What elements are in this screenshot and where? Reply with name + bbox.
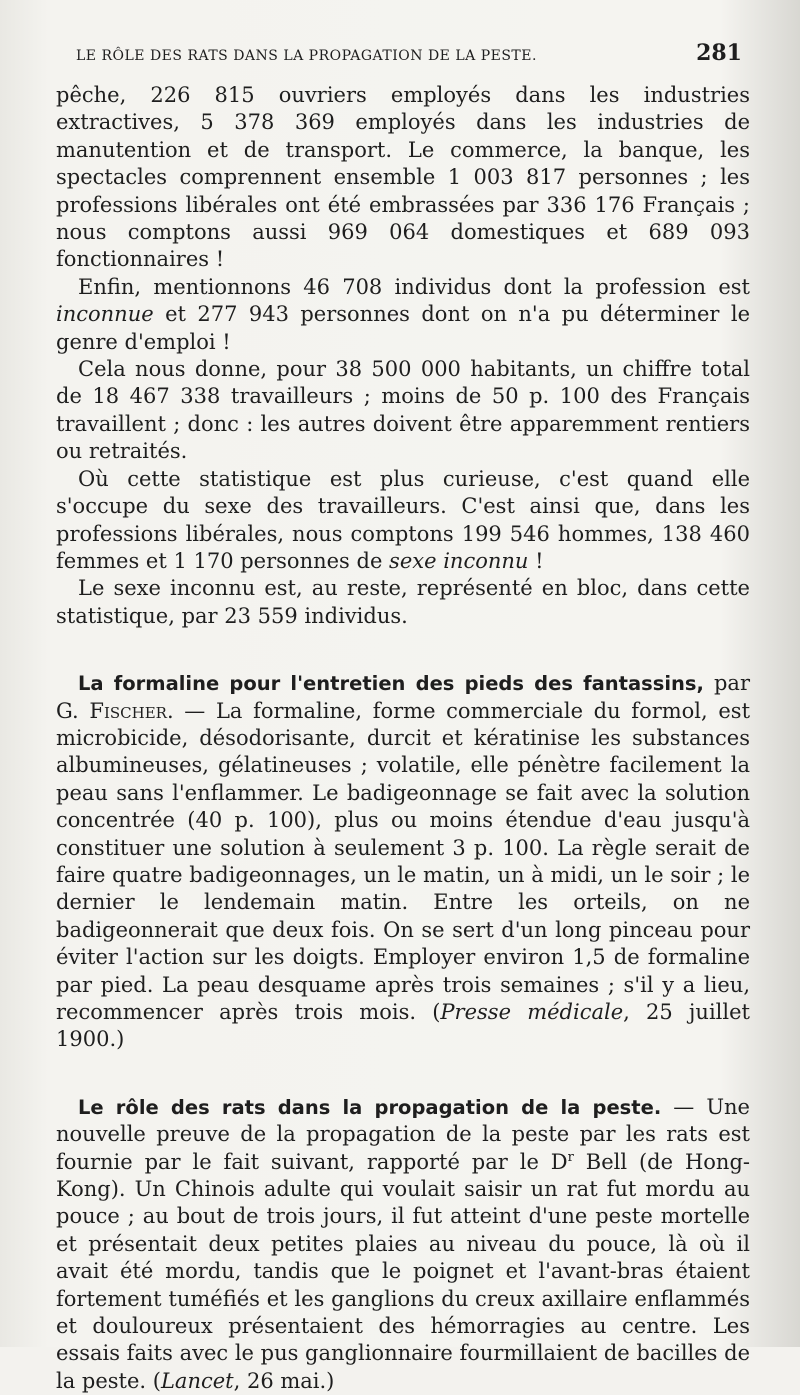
paragraph: Le sexe inconnu est, au reste, représenté en bloc, dans cette statistique, par 23 559 individus.	[56, 576, 750, 628]
text-run: !	[528, 548, 544, 573]
italic-term: inconnue	[56, 302, 154, 327]
paragraph: pêche, 226 815 ouvriers employés dans les industries extractives, 5 378 369 employés dans les industries de manutention et de transport. Le commerce, la banque, les spectacles comprennent ensemble 1 003 817 personnes ; les professions libérales ont été embrassées par 336 176 Français ; nous comptons aussi 969 064 domestiques et 689 093 fonctionnaires !	[56, 83, 750, 272]
article-heading: La formaline pour l'entretien des pieds des fantassins,	[78, 672, 704, 696]
article-rats	[56, 1094, 750, 1395]
text-run: Bell (de Hong-Kong). Un Chinois adulte qui voulait saisir un rat fut mordu au pouce ; au bout de trois jours, il fut atteint d'une peste mortelle et présentait deux petites plaies au niveau du pouce, là où il avait été mordu, tandis que le poignet et l'avant-bras étaient fortement tuméfiés et les ganglions du creux axillaire enflammés et douloureux présentaient des hémorragies au centre. Les essais faits avec le pus ganglionnaire fourmillaient de bacilles de la peste. (	[56, 1149, 751, 1393]
text-run: et 277 943 personnes dont on n'a pu déterminer le genre d'emploi !	[56, 302, 750, 354]
text-run: . — La formaline, forme commerciale du formol, est microbicide, désodorisante, durcit et kératinise les substances albumineuses, gélatineuses ; volatile, elle pénètre facilement la peau sans l'enflammer. Le badigeonnage se fait avec la solution concentrée (40 p. 100), plus ou moins étendue d'eau jusqu'à constituer une solution à seulement 3 p. 100. La règle serait de faire quatre badigeonnages, un le matin, un à midi, un le soir ; le dernier le lendemain matin. Entre les orteils, on ne badigeonnerait que deux fois. On se sert d'un long pinceau pour éviter l'action sur les doigts. Employer environ 1,5 de formaline par pied. La peau desquame après trois semaines ; s'il y a lieu, recommencer après trois mois. (	[56, 698, 751, 1024]
superscript: r	[567, 1149, 574, 1165]
text-run: Enfin, mentionnons 46 708 individus dont la profession est	[78, 274, 750, 299]
article-heading: Le rôle des rats dans la propagation de la peste.	[78, 1095, 662, 1119]
italic-term: sexe inconnu	[389, 548, 529, 573]
running-title: LE RÔLE DES RATS DANS LA PROPAGATION DE LA PESTE.	[76, 48, 537, 64]
citation-source: Lancet	[160, 1368, 234, 1393]
running-header	[76, 40, 742, 80]
paragraph: Cela nous donne, pour 38 500 000 habitants, un chiffre total de 18 467 338 travailleurs ; moins de 50 p. 100 des Français travaillent ; donc : les autres doivent être apparemment rentiers ou retraités.	[56, 357, 750, 464]
text-run: par	[703, 671, 750, 696]
page-body	[56, 82, 750, 1395]
text-run: , 26 mai.)	[233, 1368, 335, 1393]
paragraph	[56, 466, 750, 576]
author-name: G. Fischer	[56, 698, 167, 723]
text-run: Où cette statistique est plus curieuse, c'est quand elle s'occupe du sexe des travailleurs. C'est ainsi que, dans les professions libérales, nous comptons 199 546 hommes, 138 460 femmes et 1 170 personnes de	[56, 466, 750, 573]
text-run: , 25 juillet 1900.)	[56, 1000, 750, 1052]
text-run: — Une nouvelle preuve de la propagation de la peste par les rats est fournie par le fait suivant, rapporté par le D	[56, 1094, 750, 1174]
citation-source: Presse médicale	[440, 1000, 624, 1024]
paragraph	[56, 274, 750, 356]
article-formaline	[56, 670, 750, 1054]
page-number: 281	[696, 40, 742, 66]
